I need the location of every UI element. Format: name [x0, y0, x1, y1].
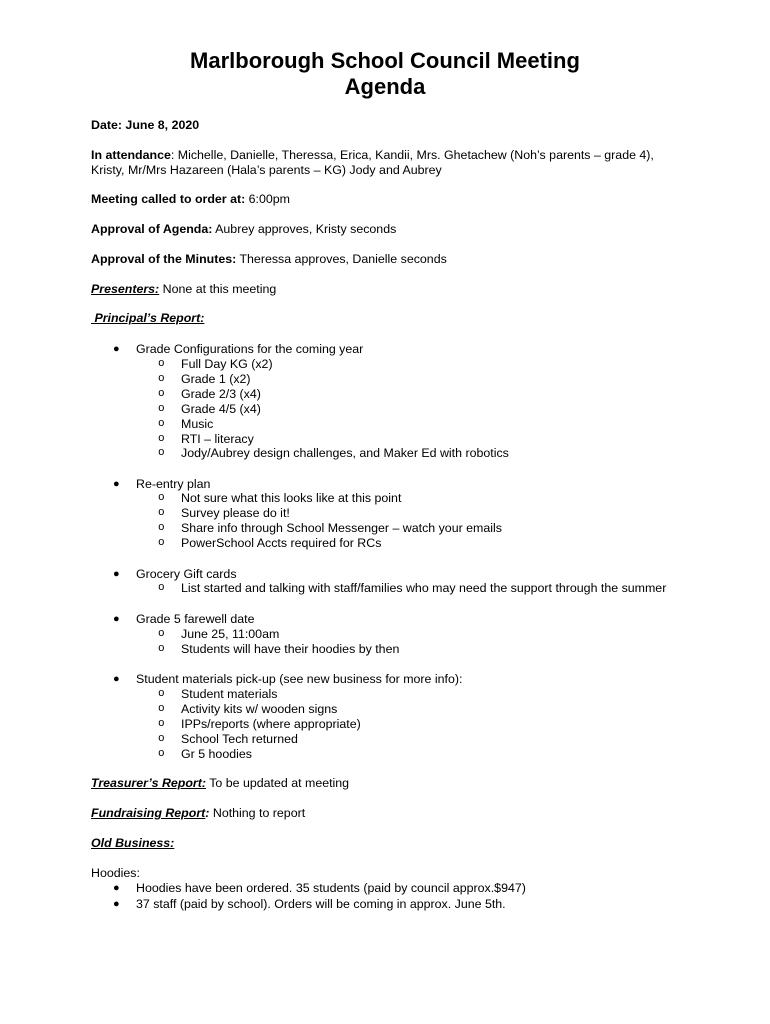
list-item: List started and talking with staff/families who may need the support through the summer: [181, 581, 667, 595]
list-item: Hoodies have been ordered. 35 students (paid by council approx.$947): [136, 881, 526, 895]
sub-bullet-icon: o: [158, 718, 165, 730]
list-item: Student materials: [181, 687, 278, 701]
attendance-label: In attendance: [91, 148, 171, 162]
hoodies-label: Hoodies:: [91, 866, 140, 880]
list-item: PowerSchool Accts required for RCs: [181, 536, 382, 550]
list-item: June 25, 11:00am: [181, 627, 280, 641]
attendance-line2: Kristy, Mr/Mrs Hazareen (Hala’s parents – KG) Jody and Aubrey: [91, 163, 442, 177]
attendance-list-part1: : Michelle, Danielle, Theressa, Erica, Kandii, Mrs. Ghetachew (Noh’s parents – grade 4),: [170, 148, 654, 162]
approval-minutes: [91, 252, 447, 267]
list-item: Grade 4/5 (x4): [181, 402, 261, 416]
presenters: [91, 282, 276, 297]
treasurer-label: Treasurer’s Report:: [91, 776, 207, 790]
list-item: Full Day KG (x2): [181, 357, 273, 371]
list-item: IPPs/reports (where appropriate): [181, 717, 361, 731]
list-item: Activity kits w/ wooden signs: [181, 702, 338, 716]
sub-bullet-icon: o: [158, 628, 165, 640]
sub-bullet-icon: o: [158, 582, 165, 594]
called-to-order: [91, 192, 290, 207]
bullet-icon: ●: [113, 568, 120, 580]
bullet-icon: ●: [113, 673, 120, 685]
called-to-order-label: Meeting called to order at:: [91, 192, 246, 206]
presenters-label: Presenters:: [91, 282, 160, 296]
approval-agenda-value: Aubrey approves, Kristy seconds: [212, 222, 397, 236]
bullet-icon: ●: [113, 343, 120, 355]
sub-bullet-icon: o: [158, 388, 165, 400]
list-item: 37 staff (paid by school). Orders will be coming in approx. June 5th.: [136, 897, 506, 911]
sub-bullet-icon: o: [158, 433, 165, 445]
list-item: Students will have their hoodies by then: [181, 642, 400, 656]
approval-minutes-label: Approval of the Minutes:: [91, 252, 237, 266]
sub-bullet-icon: o: [158, 492, 165, 504]
sub-bullet-icon: o: [158, 507, 165, 519]
list-item: Share info through School Messenger – watch your emails: [181, 521, 502, 535]
fundraising-report: [91, 806, 305, 821]
sub-bullet-icon: o: [158, 358, 165, 370]
principal-item-farewell: Grade 5 farewell date: [136, 612, 255, 626]
sub-bullet-icon: o: [158, 522, 165, 534]
list-item: Jody/Aubrey design challenges, and Maker Ed with robotics: [181, 446, 509, 460]
approval-agenda: [91, 222, 396, 237]
sub-bullet-icon: o: [158, 748, 165, 760]
approval-minutes-value: Theressa approves, Danielle seconds: [236, 252, 447, 266]
fundraising-value: Nothing to report: [209, 806, 306, 820]
principal-item-grocery: Grocery Gift cards: [136, 567, 237, 581]
document-title-line1: Marlborough School Council Meeting: [190, 48, 580, 73]
sub-bullet-icon: o: [158, 418, 165, 430]
list-item: School Tech returned: [181, 732, 298, 746]
treasurer-report: [91, 776, 349, 791]
bullet-icon: ●: [113, 882, 120, 894]
list-item: Survey please do it!: [181, 506, 290, 520]
list-item: RTI – literacy: [181, 432, 254, 446]
sub-bullet-icon: o: [158, 403, 165, 415]
sub-bullet-icon: o: [158, 688, 165, 700]
old-business-heading: Old Business:: [91, 836, 175, 850]
document-title-line2: Agenda: [344, 74, 426, 99]
principal-item-pickup: Student materials pick-up (see new business for more info):: [136, 672, 463, 686]
presenters-value: None at this meeting: [159, 282, 277, 296]
bullet-icon: ●: [113, 478, 120, 490]
list-item: Music: [181, 417, 214, 431]
list-item: Grade 2/3 (x4): [181, 387, 261, 401]
called-to-order-value: 6:00pm: [245, 192, 290, 206]
sub-bullet-icon: o: [158, 703, 165, 715]
sub-bullet-icon: o: [158, 643, 165, 655]
treasurer-value: To be updated at meeting: [206, 776, 350, 790]
sub-bullet-icon: o: [158, 733, 165, 745]
principal-item-grade-config: Grade Configurations for the coming year: [136, 342, 364, 356]
bullet-icon: ●: [113, 898, 120, 910]
sub-bullet-icon: o: [158, 373, 165, 385]
meeting-date: Date: June 8, 2020: [91, 118, 200, 132]
list-item: Gr 5 hoodies: [181, 747, 252, 761]
fundraising-colon: :: [205, 806, 210, 820]
attendance-line1: [91, 148, 654, 163]
sub-bullet-icon: o: [158, 447, 165, 459]
principal-item-reentry: Re-entry plan: [136, 477, 211, 491]
bullet-icon: ●: [113, 613, 120, 625]
list-item: Not sure what this looks like at this point: [181, 491, 402, 505]
fundraising-label: Fundraising Report: [91, 806, 206, 820]
principal-report-heading: Principal’s Report:: [91, 311, 205, 325]
approval-agenda-label: Approval of Agenda:: [91, 222, 213, 236]
list-item: Grade 1 (x2): [181, 372, 251, 386]
sub-bullet-icon: o: [158, 537, 165, 549]
